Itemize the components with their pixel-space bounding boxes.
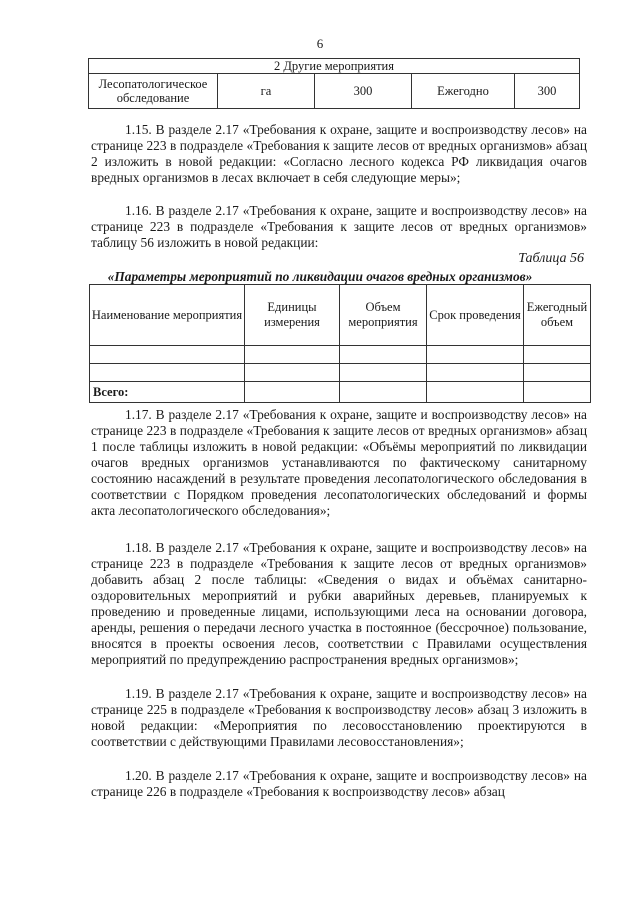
paragraph-1-20: 1.20. В разделе 2.17 «Требования к охране, защите и воспроизводству лесов» на странице 226 в подразделе «Требования к воспроизводству лесов» абзац <box>91 768 587 799</box>
table-56 <box>89 284 591 403</box>
table-cell: 300 <box>315 74 412 109</box>
top-table-fragment <box>88 58 580 109</box>
table-cell: 300 <box>515 74 580 109</box>
table-row <box>90 346 591 364</box>
column-header: Срок проведения <box>427 285 524 346</box>
table-cell: Ежегодно <box>412 74 515 109</box>
table-row <box>90 364 591 382</box>
paragraph-1-15: 1.15. В разделе 2.17 «Требования к охране, защите и воспроизводству лесов» на странице 223 в подразделе «Требования к защите лесов от вредных организмов» абзац 2 изложить в новой редакции: «Согласно лесного кодекса РФ ликвидация очагов вредных организмов в лесах включает в себя следующие меры»; <box>91 122 587 185</box>
paragraph-1-18: 1.18. В разделе 2.17 «Требования к охране, защите и воспроизводству лесов» на странице 223 в подразделе «Требования к защите лесов от вредных организмов» добавить абзац 2 после таблицы: «Сведения о видах и объёмах санитарно-оздоровительных мероприятий и рубки аварийных деревьев, планируемых к проведению и проведенные лицами, использующими леса на основании договора, аренды, решения о передачи лесного участка в постоянное (бессрочное) пользование, вносятся в проекты освоения лесов, соответствии с Правилами осуществления мероприятий по предупреждению распространения вредных организмов»; <box>91 540 587 667</box>
page-number: 6 <box>316 36 324 51</box>
total-label: Всего: <box>90 382 245 403</box>
table-title: «Параметры мероприятий по ликвидации очагов вредных организмов» <box>107 269 533 284</box>
column-header: Единицы измерения <box>245 285 340 346</box>
paragraph-1-19: 1.19. В разделе 2.17 «Требования к охране, защите и воспроизводству лесов» на странице 225 в подразделе «Требования к воспроизводству лесов» абзац 3 изложить в новой редакции: «Мероприятия по лесовосстановлению проектируются в соответствии с действующими Правилами лесовосстановления»; <box>91 686 587 749</box>
table-header-row <box>90 285 591 346</box>
column-header: Объем мероприятия <box>340 285 427 346</box>
column-header: Наименование мероприятия <box>90 285 245 346</box>
table-cell: Лесопатологическое обследование <box>89 74 218 109</box>
paragraph-1-16: 1.16. В разделе 2.17 «Требования к охране, защите и воспроизводству лесов» на странице 223 в подразделе «Требования к защите лесов от вредных организмов» таблицу 56 изложить в новой редакции: <box>91 203 587 250</box>
table-row <box>89 74 580 109</box>
paragraph-1-17: 1.17. В разделе 2.17 «Требования к охране, защите и воспроизводству лесов» на странице 223 в подразделе «Требования к защите лесов от вредных организмов» абзац 1 после таблицы изложить в новой редакции: «Объёмы мероприятий по ликвидации очагов вредных организмов устанавливаются по фактическому санитарному состоянию насаждений в результате проведения лесопатологического обследования в соответствии с Порядком проведения лесопатологических обследований и формы акта лесопатологического обследования»; <box>91 407 587 518</box>
column-header: Ежегодный объем <box>524 285 591 346</box>
table-cell: га <box>218 74 315 109</box>
total-row <box>90 382 591 403</box>
table-caption: Таблица 56 <box>518 251 584 266</box>
section-header-cell: 2 Другие мероприятия <box>89 59 580 74</box>
